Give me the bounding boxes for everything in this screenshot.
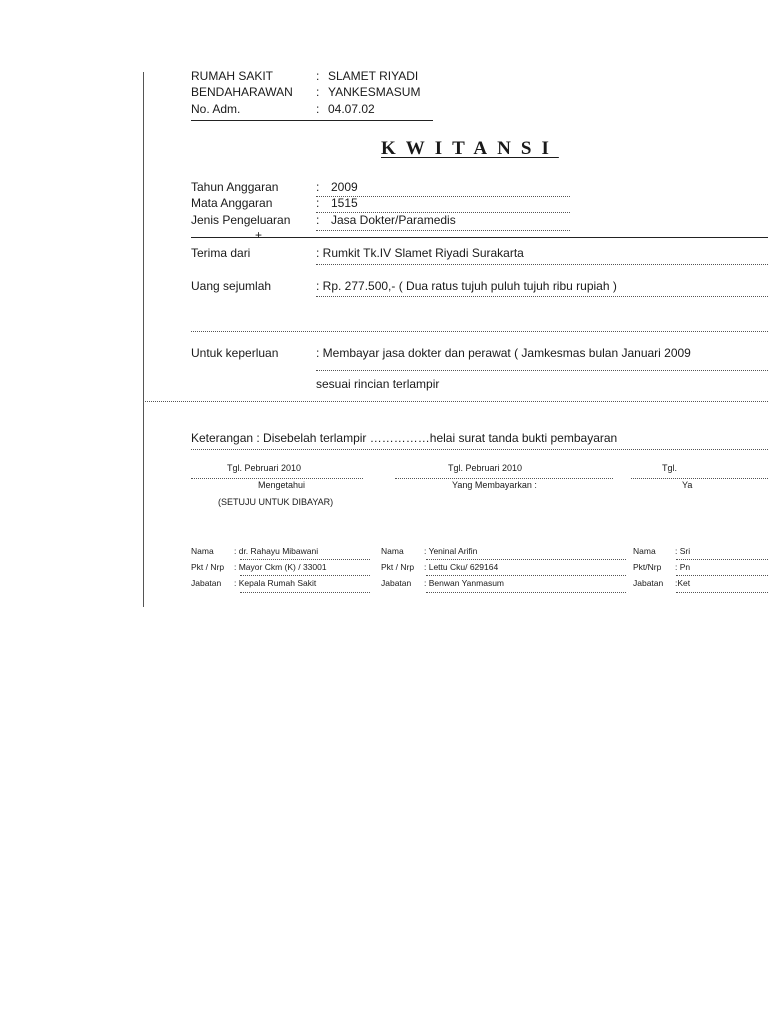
sig3-nama-label: Nama [633, 546, 656, 556]
sig1-date: Tgl. Pebruari 2010 [227, 463, 302, 473]
sig2-nama-label: Nama [381, 546, 404, 556]
sig1-pkt-label: Pkt / Nrp [191, 562, 225, 572]
sig1-jabatan-dotline [240, 592, 370, 593]
sig3-date-dotline [631, 478, 768, 479]
jenis-pengeluaran-value: Jasa Dokter/Paramedis [331, 213, 456, 227]
sig3-role: Ya [682, 480, 693, 490]
sig3-nama-dotline [676, 559, 768, 560]
sig1-jabatan-label: Jabatan [191, 578, 222, 588]
section-divider [191, 237, 768, 238]
sig3-jabatan-dotline [676, 592, 768, 593]
sig3-jabatan-value: :Ket [675, 578, 691, 588]
sig1-nama-value: : dr. Rahayu Mibawani [234, 546, 319, 556]
terima-dari-label: Terima dari [191, 246, 251, 260]
sig1-date-dotline [191, 478, 363, 479]
sig1-nama-dotline [240, 559, 370, 560]
sig2-jabatan-value: : Benwan Yanmasum [424, 578, 505, 588]
untuk-keperluan-label: Untuk keperluan [191, 346, 279, 360]
untuk-keperluan-value: : Membayar jasa dokter dan perawat ( Jamkesmas bulan Januari 2009 [316, 346, 691, 360]
uang-sejumlah-dotline [316, 296, 768, 297]
treasurer-label: BENDAHARAWAN [191, 85, 293, 99]
plus-mark: + [255, 228, 263, 242]
sig2-date: Tgl. Pebruari 2010 [448, 463, 523, 473]
sig2-jabatan-dotline [426, 592, 626, 593]
sig3-nama-value: : Sri [675, 546, 691, 556]
sig1-nama-label: Nama [191, 546, 214, 556]
terima-dari-dotline [316, 264, 768, 265]
keterangan-text: Keterangan : Disebelah terlampir ……………helai surat tanda bukti pembayaran [191, 431, 618, 445]
adm-number-label: No. Adm. [191, 102, 241, 116]
mata-anggaran-value: 1515 [331, 196, 358, 210]
jenis-pengeluaran-label: Jenis Pengeluaran [191, 213, 291, 227]
sig2-nama-dotline [426, 559, 626, 560]
sig2-date-dotline [395, 478, 613, 479]
terima-dari-value: : Rumkit Tk.IV Slamet Riyadi Surakarta [316, 246, 524, 260]
sig2-pkt-label: Pkt / Nrp [381, 562, 415, 572]
adm-number-value: 04.07.02 [328, 102, 375, 116]
keterangan-dotline [191, 449, 768, 450]
sig3-pkt-dotline [676, 575, 768, 576]
untuk-keperluan-value-line2: sesuai rincian terlampir [316, 377, 440, 391]
sig3-date: Tgl. [662, 463, 678, 473]
sig1-note: (SETUJU UNTUK DIBAYAR) [218, 497, 334, 507]
sig2-jabatan-label: Jabatan [381, 578, 412, 588]
sig1-role: Mengetahui [258, 480, 306, 490]
mata-anggaran-label: Mata Anggaran [191, 196, 273, 210]
adm-number-colon: : [316, 102, 320, 116]
sig1-pkt-dotline [240, 575, 370, 576]
left-margin-line [143, 72, 144, 607]
hospital-value: SLAMET RIYADI [328, 69, 419, 83]
untuk-keperluan-dotline [316, 370, 768, 371]
sig2-role: Yang Membayarkan : [452, 480, 537, 490]
treasurer-colon: : [316, 85, 320, 99]
jenis-pengeluaran-colon: : [316, 213, 320, 227]
sig3-jabatan-label: Jabatan [633, 578, 664, 588]
tahun-anggaran-label: Tahun Anggaran [191, 180, 279, 194]
header-underline [191, 120, 433, 121]
sig1-pkt-value: : Mayor Ckm (K) / 33001 [234, 562, 327, 572]
uang-sejumlah-value: : Rp. 277.500,- ( Dua ratus tujuh puluh tujuh ribu rupiah ) [316, 279, 617, 293]
sig1-jabatan-value: : Kepala Rumah Sakit [234, 578, 317, 588]
sig2-pkt-value: : Lettu Cku/ 629164 [424, 562, 499, 572]
sig3-pkt-label: Pkt/Nrp [633, 562, 662, 572]
document-title: KWITANSI [381, 138, 559, 159]
jenis-pengeluaran-dotline [316, 230, 570, 231]
treasurer-value: YANKESMASUM [328, 85, 421, 99]
hospital-colon: : [316, 69, 320, 83]
mata-anggaran-colon: : [316, 196, 320, 210]
tahun-anggaran-colon: : [316, 180, 320, 194]
blank-dotline [191, 331, 768, 332]
sig2-nama-value: : Yeninal Arifin [424, 546, 478, 556]
sig3-pkt-value: : Pn [675, 562, 691, 572]
separator-dotline [143, 401, 768, 402]
uang-sejumlah-label: Uang sejumlah [191, 279, 272, 293]
sig2-pkt-dotline [426, 575, 626, 576]
hospital-label: RUMAH SAKIT [191, 69, 274, 83]
tahun-anggaran-value: 2009 [331, 180, 358, 194]
